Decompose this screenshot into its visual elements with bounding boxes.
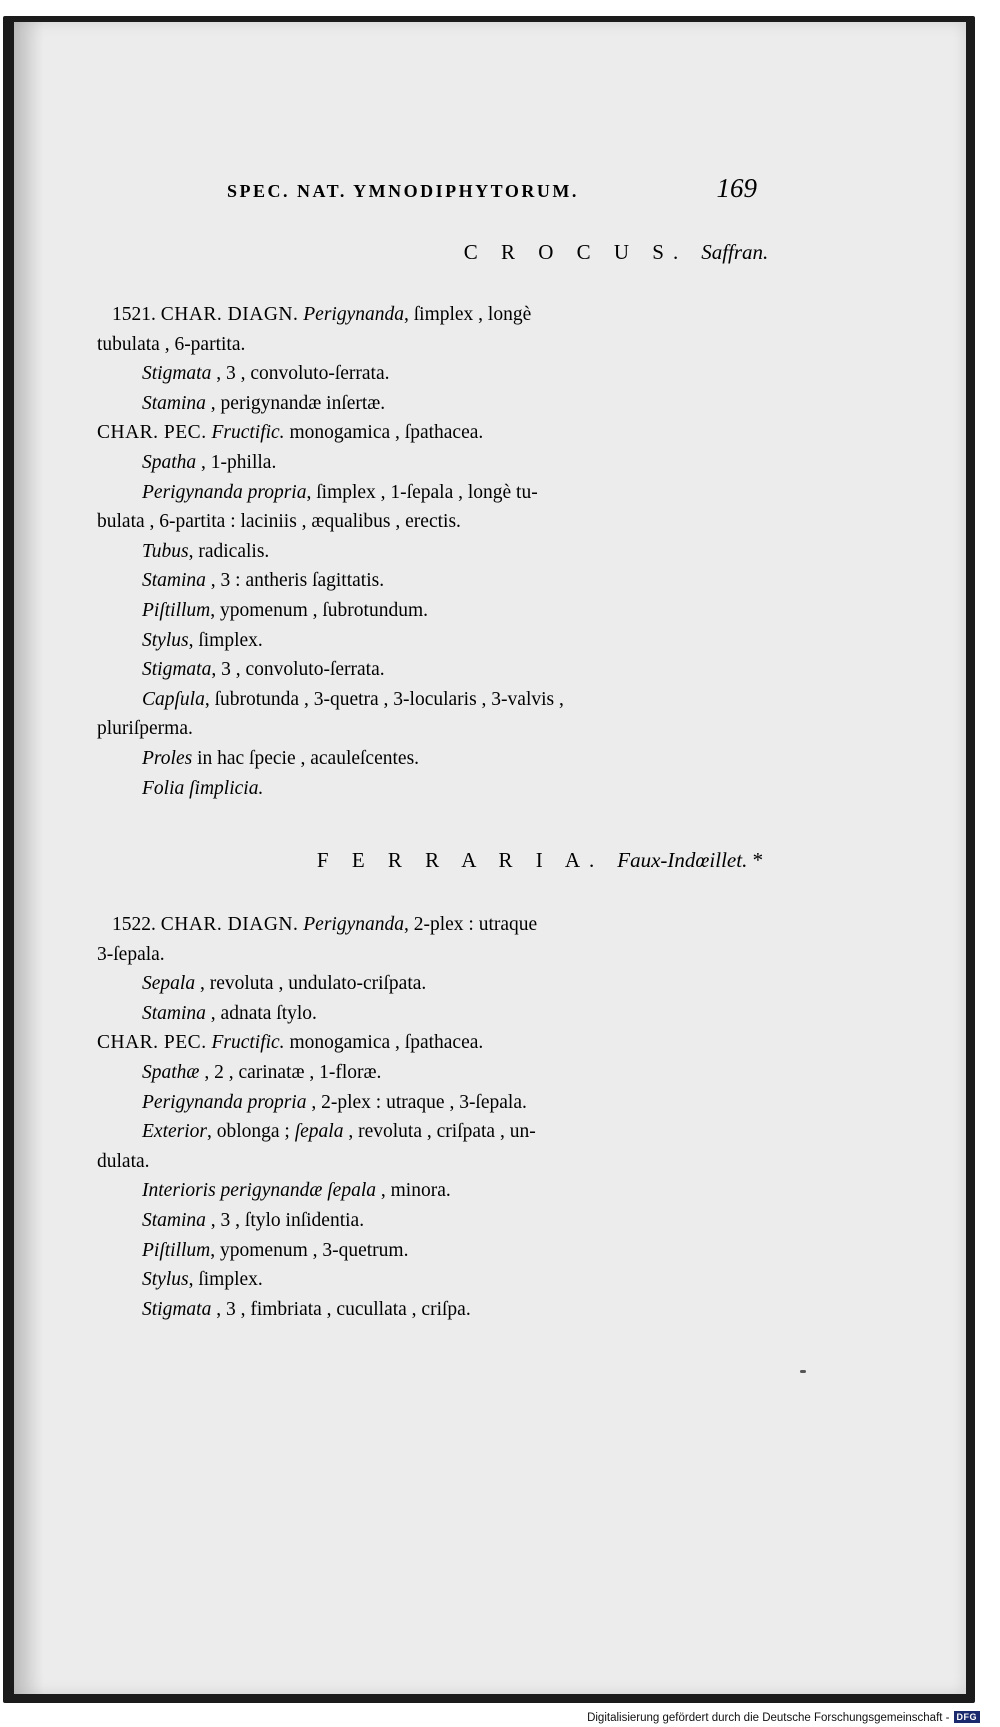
line-text: bulata , 6-partita : laciniis , æqualibus , erectis.	[97, 511, 461, 533]
line-text: , 2 , carinatæ , 1-floræ.	[199, 1061, 382, 1083]
line-text: monogamica , ſpathacea.	[284, 422, 484, 444]
text-line	[97, 655, 757, 685]
term-italic: Perigynanda	[303, 914, 404, 935]
character-label: CHAR. DIAGN.	[160, 304, 299, 325]
line-text: , 3 , convoluto-ſerrata.	[211, 659, 385, 681]
term-italic: Interioris perigynandæ ſepala	[142, 1180, 376, 1202]
line-text: 3-ſepala.	[97, 943, 165, 965]
text-line	[97, 478, 757, 508]
term-italic: Perigynanda propria	[142, 481, 307, 503]
entry-ferraria	[97, 910, 757, 1324]
text-line	[97, 359, 757, 389]
term-italic: Fructific.	[211, 422, 285, 444]
line-text: , ypomenum , 3-quetrum.	[210, 1239, 409, 1261]
term-italic: Stamina	[142, 1209, 206, 1231]
term-italic: Stamina	[142, 570, 206, 592]
term-italic: Exterior	[142, 1121, 207, 1143]
text-line	[97, 774, 757, 804]
text-line	[97, 1236, 757, 1266]
genus-heading-crocus	[116, 240, 1000, 265]
text-line	[97, 685, 757, 715]
line-text: , minora.	[375, 1180, 451, 1202]
term-italic: Capſula	[142, 688, 205, 710]
vernacular-name: Faux-Indœillet.	[617, 848, 748, 872]
line-text: , radicalis.	[188, 540, 270, 562]
text-line	[97, 1147, 757, 1177]
term-italic: Spathæ	[142, 1061, 200, 1083]
text-line	[97, 969, 757, 999]
term-italic: Stamina	[142, 392, 206, 414]
line-text: , 3 , ſtylo inſidentia.	[205, 1209, 365, 1231]
text-line	[97, 566, 757, 596]
term-italic: Stigmata	[142, 659, 212, 681]
page-number: 169	[716, 173, 757, 203]
text-line	[97, 1265, 757, 1295]
line-text: , ſimplex , longè	[403, 304, 532, 325]
text-line	[97, 537, 757, 567]
text-line	[97, 626, 757, 656]
text-line	[97, 596, 757, 626]
term-italic: Sepala	[142, 973, 196, 995]
text-line	[97, 1295, 757, 1325]
entry-number: 1522.	[112, 914, 156, 935]
entry-number: 1521.	[112, 304, 156, 325]
line-text: monogamica , ſpathacea.	[284, 1032, 484, 1054]
vernacular-name: Saffran.	[701, 240, 769, 264]
character-label: CHAR. DIAGN.	[160, 914, 299, 935]
line-text: , revoluta , criſpata , un-	[343, 1121, 536, 1143]
text-line	[97, 910, 757, 940]
line-text: , ſimplex.	[188, 629, 263, 651]
line-text: tubulata , 6-partita.	[97, 333, 246, 355]
text-line	[97, 418, 757, 448]
term-italic: Spatha	[142, 451, 197, 473]
line-text: , 2-plex : utraque	[403, 914, 538, 935]
entry-crocus	[97, 300, 757, 803]
text-line	[97, 1058, 757, 1088]
line-text: , 2-plex : utraque , 3-ſepala.	[306, 1091, 527, 1113]
text-line	[97, 1088, 757, 1118]
line-text: , revoluta , undulato-criſpata.	[195, 973, 427, 995]
term-italic: Piſtillum	[142, 1239, 211, 1261]
character-label: CHAR. PEC.	[97, 422, 207, 444]
line-text: , ſimplex.	[188, 1269, 263, 1291]
term-italic: ſepala	[294, 1121, 344, 1143]
text-line	[97, 999, 757, 1029]
running-head	[97, 173, 757, 204]
term-italic: Folia ſimplicia.	[142, 777, 264, 799]
line-text: , 1-philla.	[196, 451, 277, 473]
text-line	[97, 744, 757, 774]
line-text: , 3 , convoluto-ſerrata.	[211, 363, 390, 385]
text-line	[97, 1117, 757, 1147]
line-text: , ypomenum , ſubrotundum.	[210, 599, 428, 621]
digitization-credit	[587, 1711, 980, 1724]
running-head-title: SPEC. NAT. YMNODIPHYTORUM.	[227, 181, 579, 201]
text-line	[97, 714, 757, 744]
text-line	[97, 448, 757, 478]
text-line	[97, 1176, 757, 1206]
line-text: , adnata ſtylo.	[205, 1002, 317, 1024]
term-italic: Perigynanda propria	[142, 1091, 307, 1113]
line-text: in hac ſpecie , acauleſcentes.	[192, 747, 420, 769]
text-line	[97, 1206, 757, 1236]
text-line	[97, 330, 757, 360]
paper-speck	[800, 1370, 806, 1373]
line-text: dulata.	[97, 1150, 150, 1172]
genus-name: F E R R A R I A.	[316, 848, 604, 872]
genus-name: C R O C U S.	[463, 240, 688, 264]
term-italic: Perigynanda	[303, 304, 404, 325]
credit-text: Digitalisierung gefördert durch die Deutsche Forschungsgemeinschaft -	[587, 1712, 950, 1724]
line-text: , 3 , fimbriata , cucullata , criſpa.	[211, 1298, 471, 1320]
footnote-mark: *	[752, 848, 764, 872]
dfg-logo: DFG	[954, 1711, 981, 1723]
term-italic: Stylus	[142, 1269, 189, 1291]
term-italic: Stigmata	[142, 363, 212, 385]
term-italic: Fructific.	[211, 1032, 285, 1054]
line-text: , 3 : antheris ſagittatis.	[205, 570, 385, 592]
term-italic: Tubus	[142, 540, 189, 562]
text-line	[97, 389, 757, 419]
term-italic: Stylus	[142, 629, 189, 651]
term-italic: Proles	[142, 747, 193, 769]
line-text: , perigynandæ inſertæ.	[205, 392, 386, 414]
text-line	[97, 940, 757, 970]
text-line	[97, 300, 757, 330]
genus-heading-ferraria	[40, 848, 1000, 873]
character-label: CHAR. PEC.	[97, 1032, 207, 1054]
line-text: , ſimplex , 1-ſepala , longè tu-	[306, 481, 538, 503]
term-italic: Piſtillum	[142, 599, 211, 621]
line-text: pluriſperma.	[97, 718, 193, 740]
text-line	[97, 507, 757, 537]
line-text: , oblonga ;	[206, 1121, 295, 1143]
term-italic: Stamina	[142, 1002, 206, 1024]
term-italic: Stigmata	[142, 1298, 212, 1320]
text-line	[97, 1028, 757, 1058]
line-text: , ſubrotunda , 3-quetra , 3-locularis , 3-valvis ,	[204, 688, 564, 710]
